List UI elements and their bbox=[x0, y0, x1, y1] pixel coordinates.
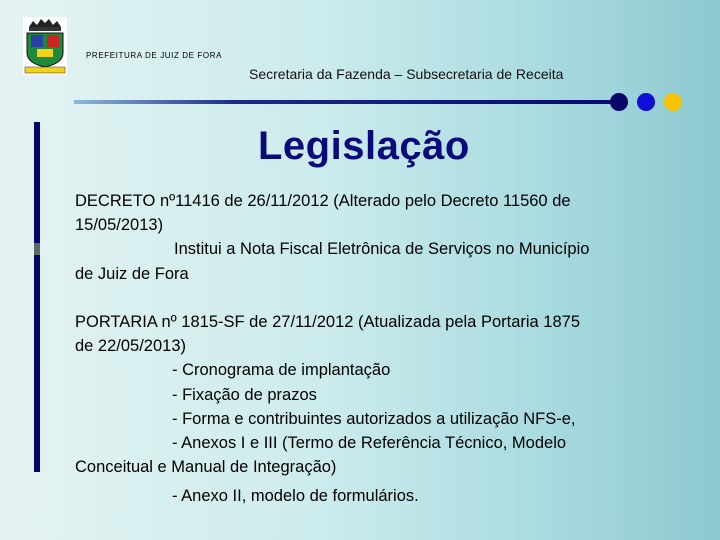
decor-dot-yellow bbox=[664, 93, 682, 111]
decreto-description: Institui a Nota Fiscal Eletrônica de Serviços no Município bbox=[174, 240, 590, 259]
anexo-block bbox=[75, 484, 695, 508]
portaria-line: de 22/05/2013) bbox=[75, 337, 187, 356]
portaria-block bbox=[75, 310, 695, 479]
anexo-item: - Anexo II, modelo de formulários. bbox=[172, 487, 419, 505]
decreto-line: 15/05/2013) bbox=[75, 216, 164, 235]
header-divider bbox=[74, 100, 614, 104]
portaria-item: - Cronograma de implantação bbox=[172, 361, 391, 380]
left-accent-mark bbox=[34, 243, 40, 255]
decor-dot-navy bbox=[610, 93, 628, 111]
decor-dot-blue bbox=[637, 93, 655, 111]
decreto-description-end: de Juiz de Fora bbox=[75, 264, 189, 283]
portaria-item-end: Conceitual e Manual de Integração) bbox=[75, 458, 337, 477]
slide-title: Legislação bbox=[258, 124, 470, 168]
organization-name: PREFEITURA DE JUIZ DE FORA bbox=[86, 51, 223, 60]
department-subtitle: Secretaria da Fazenda – Subsecretaria de Receita bbox=[249, 66, 564, 82]
portaria-item: - Anexos I e III (Termo de Referência Técnico, Modelo bbox=[172, 434, 567, 453]
decreto-line: DECRETO nº11416 de 26/11/2012 (Alterado pelo Decreto 11560 de bbox=[75, 192, 571, 210]
portaria-item: - Fixação de prazos bbox=[172, 385, 317, 404]
portaria-line: PORTARIA nº 1815-SF de 27/11/2012 (Atualizada pela Portaria 1875 bbox=[75, 313, 581, 331]
left-accent-bar bbox=[34, 122, 40, 472]
decreto-block bbox=[75, 189, 695, 286]
coat-of-arms-icon bbox=[23, 17, 67, 75]
portaria-item: - Forma e contribuintes autorizados a utilização NFS-e, bbox=[172, 409, 576, 428]
